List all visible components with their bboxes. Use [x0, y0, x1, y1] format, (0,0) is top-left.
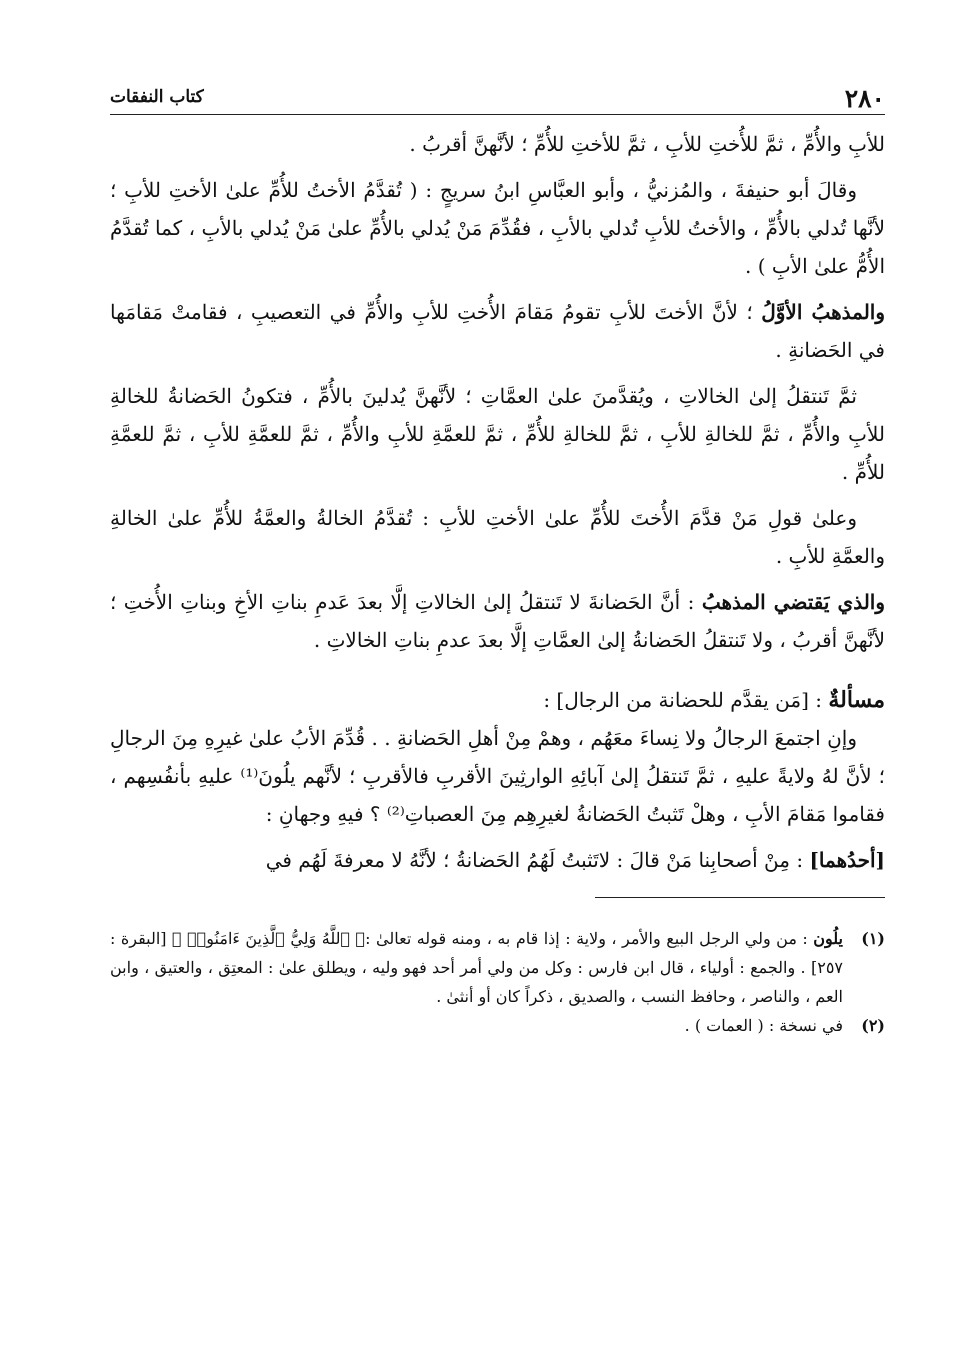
paragraph-text: ثمَّ تَنتقلُ إلىٰ الخالاتِ ، ويُقدَّمنَ علىٰ العمَّاتِ ؛ لأنَّهنَّ يُدلينَ بالأُمِّ ، فتكونُ الحَضانةُ للخالةِ للأبِ والأُمِّ ، ثمَّ للخالةِ للأبِ ، ثمَّ للخالةِ للأُمِّ ، ثمَّ للعمَّةِ للأبِ والأُمِّ ، ثمَّ للعمَّةِ للأبِ ، ثمَّ للعمَّةِ للأُمِّ .: [110, 384, 885, 484]
footnotes: [110, 924, 885, 1040]
page-header: [110, 78, 885, 115]
main-text: [110, 125, 885, 879]
paragraph-lead: [أحدُهما]: [809, 848, 885, 872]
footnote-body: في نسخة : ( العمات ) .: [684, 1016, 843, 1035]
paragraph: [110, 719, 885, 833]
footnote: [110, 924, 885, 1011]
paragraph: [110, 841, 885, 879]
running-head: كتاب النفقات: [110, 87, 204, 107]
footnote: [110, 1011, 885, 1040]
paragraph: [110, 499, 885, 575]
paragraph: [110, 125, 885, 163]
paragraph: [110, 293, 885, 369]
paragraph-text: وإنِ اجتمعَ الرجالُ ولا نِساءَ معَهُم ، وهمْ مِنْ أهلِ الحَضانةِ . . قُدِّمَ الأبُ علىٰ غيرِهِ مِنَ الرجالِ ؛ لأنَّ لهُ ولايةً عليهِ ، ثمَّ تَنتقلُ إلىٰ آبائِهِ الوارثِينَ الأقربِ فالأقربِ ؛ لأنَّهم يلُونَ⁽¹⁾ عليهِ بأنفُسِهم ، فقاموا مَقامَ الأبِ ، وهلْ تَثبتُ الحَضانةُ لغيرِهِم مِنَ العصباتِ⁽²⁾ ؟ فيهِ وجهانِ :: [110, 726, 886, 826]
masala-title: : [مَن يقدَّم للحضانة من الرجال] :: [543, 688, 829, 712]
footnote-number: (٢): [861, 1016, 885, 1035]
footnote-text: [110, 1011, 843, 1040]
paragraph-text: : مِنْ أصحابِنا مَنْ قالَ : لاتَثبتُ لَهُمُ الحَضانةُ ؛ لأنَّهُ لا معرفةَ لَهُم في: [265, 848, 810, 872]
paragraph-text: : أنَّ الحَضانةَ لا تَنتقلُ إلىٰ الخالاتِ إلَّا بعدَ عَدمِ بناتِ الأخِ وبناتِ الأُختِ ؛ لأنَّهنَّ أقربُ ، ولا تَنتقلُ الحَضانةُ إلىٰ العمَّاتِ إلَّا بعدَ عدمِ بناتِ الخالاتِ .: [110, 590, 885, 652]
paragraph-lead: والذي يَقتضي المذهبُ: [701, 590, 885, 614]
masala-heading: [110, 681, 885, 719]
paragraph-text: للأبِ والأُمِّ ، ثمَّ للأُختِ للأبِ ، ثمَّ للأختِ للأُمِّ ؛ لأنَّهنَّ أقربُ .: [409, 132, 885, 156]
paragraph: [110, 171, 885, 285]
footnote-number: (١): [861, 929, 885, 948]
paragraph-text: وعلىٰ قولِ مَنْ قدَّمَ الأُختَ للأُمِّ علىٰ الأختِ للأبِ : تُقدَّمُ الخالةُ والعمَّةُ للأُمِّ علىٰ الخالةِ والعمَّةِ للأبِ .: [110, 506, 885, 568]
book-page: [110, 78, 885, 1040]
masala-word: مسألةٌ: [828, 687, 885, 713]
footnote-body: : من ولي الرجل البيع والأمر ، ولاية : إذا قام به ، ومنه قوله تعالىٰ :﴿ ٱللَّهُ وَلِيُّ ٱلَّذِينَ ءَامَنُوا۟ ﴾ [البقرة : ٢٥٧] . والجمع : أولياء ، قال ابن فارس : وكل من ولي أمر أحد فهو وليه ، ويطلق علىٰ : المعتِق ، والعتيق ، وابن العم ، والناصر ، وحافظ النسب ، والصديق ، ذكراً كان أو أنثىٰ .: [110, 929, 844, 1006]
footnote-term: يلُون: [813, 929, 843, 948]
paragraph-text: ؛ لأنَّ الأختَ للأبِ تقومُ مَقامَ الأُختِ للأبِ والأُمِّ في التعصيبِ ، فقامتْ مَقامَها في الحَضانةِ .: [110, 300, 885, 362]
paragraph-text: وقالَ أبو حنيفةَ ، والمُزنيُّ ، وأبو العبَّاسِ ابنُ سريجٍ : ( تُقدَّمُ الأختُ للأُمِّ علىٰ الأختِ للأبِ ؛ لأنَّها تُدلي بالأُمِّ ، والأختُ للأبِ تُدلي بالأبِ ، فقُدِّمَ مَنْ يُدلي بالأُمِّ علىٰ مَنْ يُدلي بالأبِ ، كما تُقدَّمُ الأُمُّ علىٰ الأبِ ) .: [110, 178, 885, 278]
paragraph: [110, 377, 885, 491]
page-number: ٢٨٠: [844, 84, 885, 113]
paragraph-lead: والمذهبُ الأوَّلُ: [761, 300, 885, 324]
paragraph: [110, 583, 885, 659]
footnote-text: [110, 924, 843, 1011]
footnote-separator: [595, 897, 885, 898]
